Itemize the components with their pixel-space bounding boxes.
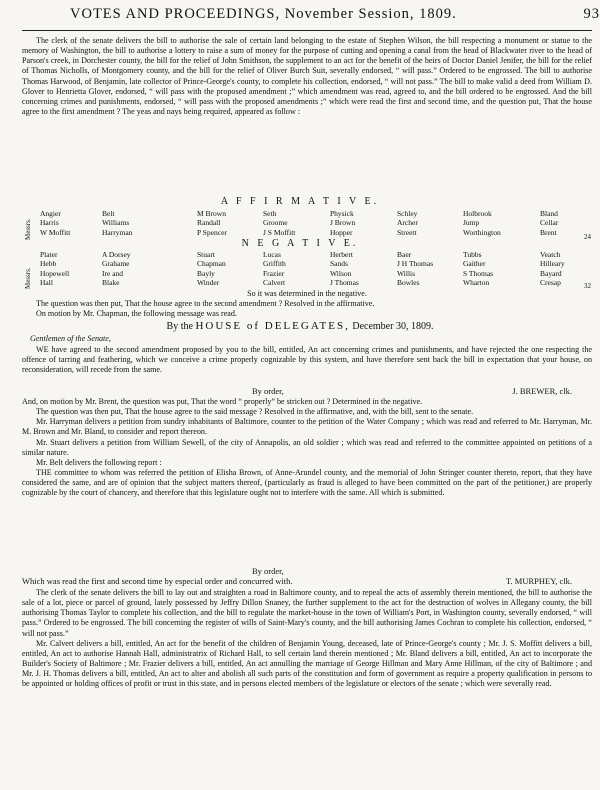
neg-col-8 bbox=[540, 250, 565, 287]
neg-col-7 bbox=[463, 250, 493, 287]
message-text: WE have agreed to the second amendment proposed by you to the bill, entitled, An act concerning crimes and punishments, and have rejected the one respecting the offence of tarring and feathering, which we conceive a crime properly cognizable by this system, and have therefore sent back the bill in expectation that your house, on reconsideration, will recede from the same. bbox=[22, 345, 592, 375]
vote-name: Hopper bbox=[330, 227, 353, 237]
vote-name: Cresap bbox=[540, 277, 561, 287]
concurred-text: Which was read the first and second time by especial order and concurred with. bbox=[22, 576, 293, 586]
aff-col-1 bbox=[40, 209, 70, 237]
negative-table bbox=[40, 250, 595, 288]
para-2-3 bbox=[22, 299, 592, 319]
affirmative-count: 24 bbox=[584, 233, 591, 241]
vote-name: Archer bbox=[397, 218, 418, 228]
signature-murphey-line bbox=[22, 576, 592, 587]
aff-col-5 bbox=[330, 209, 355, 237]
vote-name: W Moffitt bbox=[40, 227, 71, 237]
negative-heading: N E G A T I V E. bbox=[241, 238, 359, 249]
vote-name: Hall bbox=[40, 277, 53, 287]
vote-name: Randall bbox=[197, 218, 221, 228]
vote-name: J H Thomas bbox=[397, 259, 434, 269]
para-10: Mr. Calvert delivers a bill, entitled, An act for the benefit of the children of Benjamin Young, deceased, late of Prince-George's county ; Mr. J. S. Moffitt delivers a bill, entitled, An act to authorise Hannah Hall, administratrix of Richard Hall, to sell certain land therein mentioned ; Mr. Bland delivers a bill, entitled, An act to incorporate the Builder's Society of Baltimore ; Mr. Frazier delivers a bill, entitled, An act annulling the marriage of George Hillman and Mary Anne Hillman, of the city of Baltimore ; and Mr. J. H. Thomas delivers a bill, entitled, An act to alter and abolish all such parts of the constitution and form of government as require a property qualification in persons to be appointed or holding offices of profit or trust in this state, and in persons elected members of the legislature or electors of the senate ; which were severally read. bbox=[22, 638, 592, 689]
header-title: VOTES AND PROCEEDINGS, November Session, 1809. bbox=[70, 6, 457, 22]
neg-col-2 bbox=[102, 250, 131, 287]
vote-name: Holbrook bbox=[463, 209, 492, 218]
affirmative-table bbox=[40, 209, 595, 239]
vote-name: P Spencer bbox=[197, 227, 227, 237]
vote-name: Ire and bbox=[102, 268, 124, 278]
vote-name: Physick bbox=[330, 209, 354, 218]
vote-name: Gaither bbox=[463, 259, 486, 269]
neg-col-4 bbox=[263, 250, 286, 287]
para-3: On motion by Mr. Chapman, the following message was read. bbox=[36, 309, 237, 319]
vote-name: Grahame bbox=[102, 259, 130, 269]
vote-name: Winder bbox=[197, 277, 220, 287]
aff-col-3 bbox=[197, 209, 227, 237]
para-1: The clerk of the senate delivers the bill to authorise the sale of certain land belonging to the estate of Stephen Wilson, the bill respecting a monument or statue to the memory of Washington, the bill to authorise a lottery to raise a sum of money for the purpose of cutting and opening a canal from the head of Blackwater river to the head of Parson's creek, in Dorchester county, the bill for the relief of John Smithson, the supplement to an act for the benefit of the heirs of Doctor Daniel Jenifer, the bill for the relief of Thomas Nicholls, of Montgomery county, and the bill for the relief of Oliver Burch Suit, severally endorsed, “ will pass.” Ordered to be engrossed. The bill to authorise Thomas Harwood, of Benjamin, late collector of Prince-George's county, to complete his collection, endorsed, “ will not pass.” The bill to make valid a deed from William D. Glover to Henrietta Glover, endorsed, “ will pass with the proposed amendment ;” which amendment was read, agreed to, and the bill ordered to be engrossed. And the bill concerning crimes and punishments, endorsed, “ will pass with the proposed amendments ;” which were read the first and second time, and the question put, That the house agree to the first amendment ? The yeas and nays being required, appeared as follow : bbox=[22, 36, 592, 117]
vote-name: Blake bbox=[102, 277, 120, 287]
clerk-name: T. MURPHEY, clk. bbox=[505, 576, 572, 586]
vote-name: Seth bbox=[263, 209, 277, 218]
vote-name: Tubbs bbox=[463, 250, 482, 259]
paragraphs-middle bbox=[22, 397, 592, 499]
aff-col-8 bbox=[540, 209, 558, 237]
aff-col-7 bbox=[463, 209, 501, 237]
para-2: The question was then put, That the house agree to the second amendment ? Resolved in the affirmative. bbox=[36, 299, 375, 308]
neg-col-3 bbox=[197, 250, 226, 287]
vote-name: Jump bbox=[463, 218, 480, 228]
affirmative-heading: A F F I R M A T I V E. bbox=[220, 196, 380, 207]
header-rule bbox=[22, 30, 592, 31]
vote-name: Worthington bbox=[463, 227, 501, 237]
house-of-delegates-line bbox=[0, 320, 600, 332]
vote-name: J S Moffitt bbox=[263, 227, 296, 237]
vote-name: Bland bbox=[540, 209, 558, 218]
house-date: December 30, 1809. bbox=[352, 321, 434, 332]
vote-name: Hebb bbox=[40, 259, 57, 269]
aff-col-4 bbox=[263, 209, 295, 237]
clerk-name: J. BREWER, clk. bbox=[512, 386, 572, 396]
report-text: THE committee to whom was referred the petition of Elisha Brown, of Anne-Arundel county, and the memorial of John Stringer counter thereto, report, that they have considered the same, and are of opinion that the subject matters thereof, (particularly as fraud is alleged to have been committed on the part of the petitioner,) are properly cognizable by the court of chancery, and therefore that this legislature ought not to interfere with the same. All which is submitted. bbox=[22, 468, 592, 498]
vote-name: Stuart bbox=[197, 250, 215, 259]
determined-line: So it was determined in the negative. bbox=[247, 289, 367, 298]
para-4: And, on motion by Mr. Brent, the question was put, That the word “ properly” be stricken out ? Determined in the negative. bbox=[22, 397, 423, 406]
vote-name: Plater bbox=[40, 250, 58, 259]
vote-name: Frazier bbox=[263, 268, 285, 278]
signature-brewer bbox=[22, 386, 592, 397]
para-5: The question was then put, That the house agree to the said message ? Resolved in the affirmative, and, with the bill, sent to the senate. bbox=[36, 407, 474, 417]
vote-name: Herbert bbox=[330, 250, 353, 259]
neg-col-1 bbox=[40, 250, 69, 287]
vote-name: Bayly bbox=[197, 268, 215, 278]
aff-col-2 bbox=[102, 209, 132, 237]
message-block bbox=[22, 345, 592, 375]
page-number: 93 bbox=[583, 6, 600, 22]
vote-name: Willis bbox=[397, 268, 416, 278]
vote-name: Bayard bbox=[540, 268, 562, 278]
vote-name: Streett bbox=[397, 227, 417, 237]
house-prefix: By the bbox=[166, 321, 193, 332]
para-8: Mr. Belt delivers the following report : bbox=[36, 457, 162, 467]
vote-name: Calvert bbox=[263, 277, 286, 287]
paragraphs-end bbox=[22, 588, 592, 690]
para-9: The clerk of the senate delivers the bill to lay out and straighten a road in Baltimore county, and to repeal the acts of assembly therein mentioned, the bill to authorise the sale of a lot, piece or parcel of ground, lately possessed by Jeffry Dillon Snaney, the further supplement to the act for the destruction of wolves in Allegany county, the bill authorising Thomas Taylor to complete his collection, and the bill to regulate the market-house in the town of William's Port, in Washington county, severally endorsed, “ will pass.” Ordered to be engrossed. The bill concerning the register of wills of Saint-Mary's county, and the bill authorising James Cochran to complete his collection, endorsed, “ will not pass.” bbox=[22, 588, 592, 638]
by-order: By order, bbox=[252, 566, 284, 576]
vote-name: J Thomas bbox=[330, 277, 359, 287]
vote-name: J Brown bbox=[330, 218, 356, 228]
vote-name: Williams bbox=[102, 218, 130, 228]
vote-name: Veatch bbox=[540, 250, 561, 259]
vote-name: S Thomas bbox=[463, 268, 494, 278]
paragraph-senate-bills bbox=[22, 36, 592, 117]
salutation: Gentlemen of the Senate, bbox=[30, 334, 111, 343]
affirmative-messrs: Messrs. bbox=[24, 218, 32, 240]
para-7: Mr. Stuart delivers a petition from William Sewell, of the city of Annapolis, an old soldier ; which was read and referred to the committee appointed on petitions of a similar nature. bbox=[22, 437, 592, 457]
by-order: By order, bbox=[252, 386, 284, 396]
vote-name: Harryman bbox=[102, 227, 133, 237]
vote-name: Sands bbox=[330, 259, 348, 269]
vote-name: Schley bbox=[397, 209, 418, 218]
vote-name: A Dorsey bbox=[102, 250, 131, 259]
vote-name: Belt bbox=[102, 209, 115, 218]
negative-messrs: Messrs. bbox=[24, 267, 32, 289]
vote-name: Griffith bbox=[263, 259, 286, 269]
house-name: HOUSE of DELEGATES, bbox=[195, 320, 350, 332]
vote-name: Groome bbox=[263, 218, 288, 228]
vote-name: Cellar bbox=[540, 218, 559, 228]
vote-name: M Brown bbox=[197, 209, 226, 218]
vote-name: Wharton bbox=[463, 277, 490, 287]
vote-name: Brent bbox=[540, 227, 557, 237]
vote-name: Chapman bbox=[197, 259, 226, 269]
vote-name: Angier bbox=[40, 209, 61, 218]
negative-count: 32 bbox=[584, 282, 591, 290]
vote-name: Lucas bbox=[263, 250, 281, 259]
aff-col-6 bbox=[397, 209, 418, 237]
vote-name: Wilson bbox=[330, 268, 352, 278]
vote-name: Hopewell bbox=[40, 268, 70, 278]
vote-name: Bowles bbox=[397, 277, 420, 287]
vote-name: Hilleary bbox=[540, 259, 565, 269]
vote-name: Harris bbox=[40, 218, 59, 228]
neg-col-6 bbox=[397, 250, 433, 287]
neg-col-5 bbox=[330, 250, 359, 287]
para-6: Mr. Harryman delivers a petition from sundry inhabitants of Baltimore, counter to the petition of the Water Company ; which was read and referred to Mr. Harryman, Mr. M. Brown and Mr. Bland, to consider and report thereon. bbox=[22, 417, 592, 437]
vote-name: Baer bbox=[397, 250, 412, 259]
